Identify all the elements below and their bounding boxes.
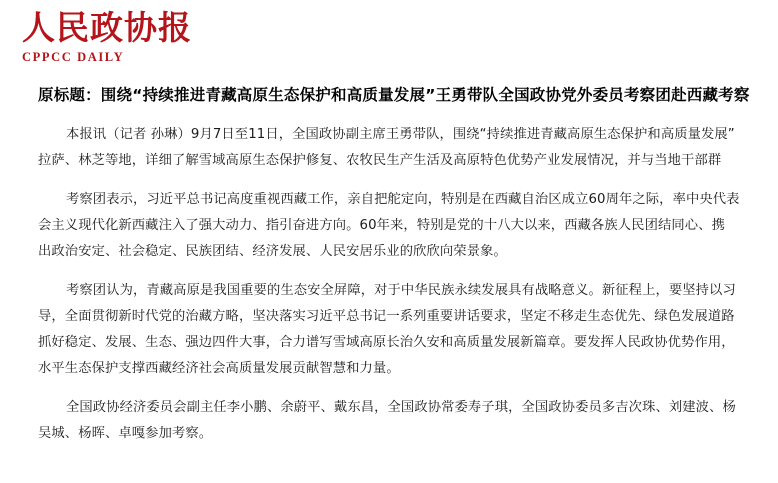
paragraph-line: 本报讯（记者 孙琳）9月7日至11日，全国政协副主席王勇带队，围绕“持续推进青藏高原生态保护和高质量发展” [66, 127, 735, 142]
paragraph-line: 会主义现代化新西藏注入了强大动力、指引奋进方向。60年来，特别是党的十八大以来，西藏各族人民团结同心、携 [38, 218, 725, 233]
article-paragraph [38, 187, 778, 265]
paragraph-line: 导，全面贯彻新时代党的治藏方略，坚决落实习近平总书记一系列重要讲话要求，坚定不移走生态优先、绿色发展道路 [38, 309, 735, 324]
paragraph-line: 全国政协经济委员会副主任李小鹏、余蔚平、戴东昌，全国政协常委寿子琪，全国政协委员多吉次珠、刘建波、杨 [66, 400, 736, 415]
paragraph-line: 考察团认为，青藏高原是我国重要的生态安全屏障，对于中华民族永续发展具有战略意义。新征程上，要坚持以习 [66, 283, 736, 298]
article-paragraph [38, 278, 778, 382]
paragraph-line: 抓好稳定、发展、生态、强边四件大事，合力谱写雪域高原长治久安和高质量发展新篇章。要发挥人民政协优势作用， [38, 335, 735, 350]
paragraph-line: 吴城、杨晖、卓嘎参加考察。 [38, 426, 213, 441]
article-paragraph [38, 395, 778, 447]
article-headline: 原标题：围绕“持续推进青藏高原生态保护和高质量发展”王勇带队全国政协党外委员考察团赴西藏考察 [38, 86, 750, 104]
paragraph-line: 考察团表示，习近平总书记高度重视西藏工作，亲自把舵定向，特别是在西藏自治区成立60周年之际，率中央代表 [66, 192, 740, 207]
article [38, 84, 778, 447]
newspaper-logo: 人民政协报 [22, 8, 192, 47]
paragraph-line: 拉萨、林芝等地，详细了解雪域高原生态保护修复、农牧民生产生活及高原特色优势产业发展情况，并与当地干部群 [38, 153, 722, 168]
paragraph-line: 水平生态保护支撑西藏经济社会高质量发展贡献智慧和力量。 [38, 361, 400, 376]
article-body [38, 122, 778, 447]
paragraph-line: 出政治安定、社会稳定、民族团结、经济发展、人民安居乐业的欣欣向荣景象。 [38, 244, 507, 259]
article-paragraph [38, 122, 778, 174]
newspaper-logo-subtitle: CPPCC DAILY [22, 50, 125, 64]
masthead [22, 10, 272, 65]
